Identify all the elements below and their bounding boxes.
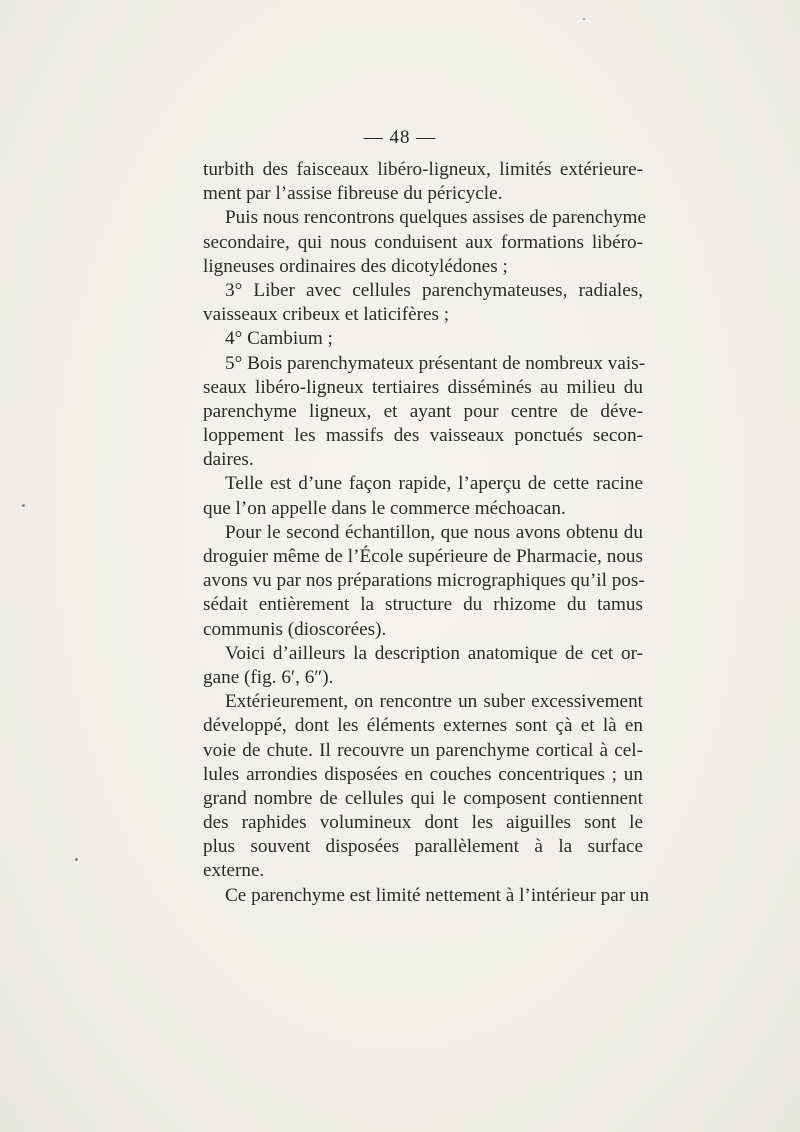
text-line: 3° Liber avec cellules parenchymateuses, radiales, — [225, 279, 643, 301]
text-line: 4° Cambium ; — [225, 328, 333, 350]
text-line: Telle est d’une façon rapide, l’aperçu de cette racine — [225, 473, 643, 495]
paper-speck — [583, 18, 585, 20]
text-line: voie de chute. Il recouvre un parenchyme cortical à cel- — [203, 739, 643, 761]
paper-speck — [75, 858, 78, 861]
text-line: turbith des faisceaux libéro-ligneux, limités extérieure- — [203, 159, 643, 180]
text-line: communis (dioscorées). — [203, 618, 387, 640]
text-line: parenchyme ligneux, et ayant pour centre de déve- — [203, 400, 643, 422]
text-line: Puis nous rencontrons quelques assises de parenchyme — [225, 207, 646, 229]
text-line: sédait entièrement la structure du rhizome du tamus — [203, 594, 643, 616]
text-line: loppement les massifs des vaisseaux ponctués secon- — [203, 425, 643, 447]
text-line: gane (fig. 6′, 6″). — [203, 666, 334, 688]
text-line: développé, dont les éléments externes sont çà et là en — [203, 715, 643, 737]
text-line: 5° Bois parenchymateux présentant de nombreux vais- — [225, 352, 646, 374]
text-line: des raphides volumineux dont les aiguilles sont le — [203, 812, 643, 834]
text-line: seaux libéro-ligneux tertiaires disséminés au milieu du — [203, 376, 643, 398]
text-line: Extérieurement, on rencontre un suber excessivement — [225, 691, 643, 713]
text-line: daires. — [203, 449, 254, 471]
text-line: externe. — [203, 860, 265, 882]
text-line: ment par l’assise fibreuse du péricycle. — [203, 183, 503, 205]
text-line: grand nombre de cellules qui le composent contiennent — [203, 787, 643, 809]
text-line: droguier même de l’École supérieure de Pharmacie, nous — [203, 546, 643, 567]
text-line: Pour le second échantillon, que nous avons obtenu du — [225, 521, 643, 543]
text-line: avons vu par nos préparations micrographiques qu’il pos- — [203, 570, 645, 592]
text-line: ligneuses ordinaires des dicotylédones ; — [203, 255, 508, 277]
text-line: que l’on appelle dans le commerce méchoacan. — [203, 497, 566, 519]
page-number: — 48 — — [363, 127, 437, 148]
text-line: lules arrondies disposées en couches concentriques ; un — [203, 763, 643, 785]
body-text — [203, 158, 650, 908]
text-line: Ce parenchyme est limité nettement à l’intérieur par un — [225, 884, 650, 906]
text-line: secondaire, qui nous conduisent aux formations libéro- — [203, 231, 643, 253]
paper-speck — [22, 504, 25, 507]
text-line: plus souvent disposées parallèlement à la surface — [203, 836, 643, 858]
text-line: Voici d’ailleurs la description anatomique de cet or- — [225, 642, 643, 664]
text-line: vaisseaux cribeux et laticifères ; — [203, 304, 450, 326]
